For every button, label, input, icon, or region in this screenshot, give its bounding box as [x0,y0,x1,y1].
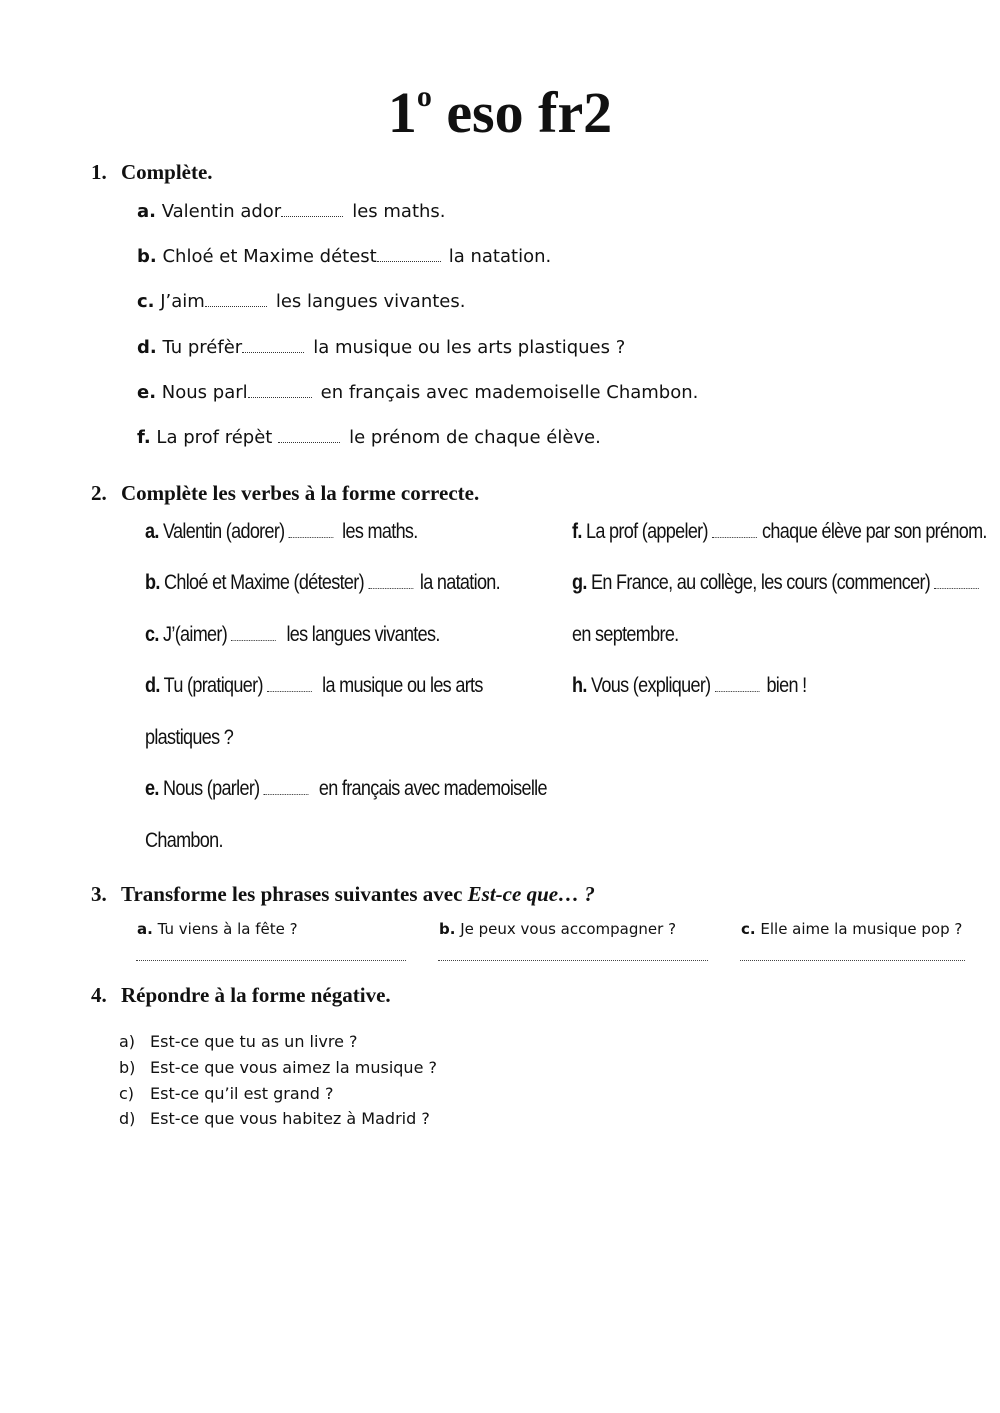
section-1-heading [91,159,213,185]
item-letter: e. [145,777,159,800]
answer-blank[interactable] [248,383,312,398]
item-prefix: J’(aimer) [163,623,228,646]
item-letter: f. [137,427,151,448]
answer-blank[interactable] [712,523,757,538]
item-prefix: Nous parl [161,382,248,403]
exercise-3-item-b [439,919,676,939]
answer-line[interactable] [740,960,965,961]
item-letter: e. [137,382,157,403]
item-letter: b. [439,920,456,938]
page-title [0,62,1000,148]
exercise-1-item-a [137,200,446,224]
section-heading-emphasis: Est-ce que… ? [467,882,595,906]
item-label: c) [119,1084,135,1103]
item-label: d) [119,1109,136,1128]
section-number: 3. [91,882,107,906]
section-number: 4. [91,983,107,1007]
exercise-2-item-f [572,517,987,547]
answer-line[interactable] [438,960,708,961]
section-heading-text: Répondre à la forme négative. [121,983,391,1007]
item-suffix: en français avec mademoiselle [318,777,547,800]
exercise-4-item-a [119,1031,358,1053]
section-3-heading [91,881,595,907]
answer-blank[interactable] [368,574,413,589]
item-text: Est-ce que tu as un livre ? [150,1032,358,1051]
item-letter: c. [145,623,159,646]
item-suffix: bien ! [766,674,807,697]
title-superscript: o [416,80,432,113]
section-number: 2. [91,481,107,505]
exercise-2-item-d [145,671,483,701]
item-prefix: Chloé et Maxime détest [162,246,377,267]
item-letter: b. [137,246,157,267]
exercise-2-item-b [145,568,500,598]
section-number: 1. [91,160,107,184]
item-text: Est-ce qu’il est grand ? [150,1084,334,1103]
item-suffix: les maths. [342,520,418,543]
exercise-2-item-e [145,774,547,804]
item-letter: c. [137,291,155,312]
item-prefix: En France, au collège, les cours (commencer) [591,571,931,594]
title-main: 1 [387,80,417,145]
section-2-heading [91,480,479,506]
exercise-4-item-b [119,1057,437,1079]
section-heading-text: Transforme les phrases suivantes avec [121,882,468,906]
item-text: Est-ce que vous aimez la musique ? [150,1058,437,1077]
exercise-1-item-d [137,336,625,360]
item-prefix: Tu préfèr [162,337,243,358]
exercise-2-item-h [572,671,807,701]
item-letter: c. [741,920,756,938]
section-heading-text: Complète. [121,160,213,184]
answer-blank[interactable] [205,292,267,307]
exercise-2-item-a [145,517,418,547]
item-prefix: La prof répèt [156,427,273,448]
answer-blank[interactable] [242,338,304,353]
item-suffix: les langues vivantes. [286,623,440,646]
answer-blank[interactable] [934,574,979,589]
item-suffix: le prénom de chaque élève. [349,427,601,448]
item-prefix: Vous (expliquer) [591,674,711,697]
item-letter: g. [572,571,587,594]
title-rest: eso fr2 [446,80,613,145]
answer-blank[interactable] [267,677,312,692]
item-letter: a. [145,520,159,543]
item-suffix: la natation. [448,246,552,267]
answer-blank[interactable] [264,780,309,795]
item-prefix: Chloé et Maxime (détester) [164,571,364,594]
answer-blank[interactable] [278,428,340,443]
item-prefix: Valentin ador [161,201,282,222]
exercise-3-item-a [137,919,298,939]
item-letter: d. [145,674,160,697]
answer-blank[interactable] [289,523,334,538]
item-letter: a. [137,920,153,938]
item-label: a) [119,1032,136,1051]
item-prefix: Tu (pratiquer) [163,674,263,697]
exercise-2-item-e-continuation: Chambon. [145,829,223,852]
item-letter: a. [137,201,156,222]
exercise-4-item-c [119,1083,334,1105]
section-heading-text: Complète les verbes à la forme correcte. [121,481,480,505]
item-suffix: en français avec mademoiselle Chambon. [320,382,699,403]
exercise-4-item-d [119,1108,430,1130]
item-prefix: La prof (appeler) [586,520,708,543]
item-text: Tu viens à la fête ? [157,920,298,938]
item-letter: b. [145,571,160,594]
item-letter: f. [572,520,582,543]
item-letter: d. [137,337,157,358]
item-suffix: les maths. [352,201,446,222]
item-text: Elle aime la musique pop ? [760,920,963,938]
exercise-2-item-g [572,568,979,598]
item-suffix: la musique ou les arts [322,674,483,697]
item-suffix: les langues vivantes. [275,291,466,312]
item-prefix: Nous (parler) [163,777,260,800]
item-text: Est-ce que vous habitez à Madrid ? [150,1109,430,1128]
exercise-2-item-d-continuation: plastiques ? [145,726,234,749]
item-prefix: Valentin (adorer) [163,520,285,543]
exercise-3-item-c [741,919,962,939]
answer-blank[interactable] [231,626,276,641]
item-suffix: chaque élève par son prénom. [762,520,987,543]
exercise-1-item-c [137,290,465,314]
section-4-heading [91,982,391,1008]
answer-blank[interactable] [281,202,343,217]
answer-blank[interactable] [715,677,760,692]
item-suffix: la natation. [419,571,500,594]
exercise-1-item-e [137,381,698,405]
exercise-1-item-b [137,245,551,269]
answer-blank[interactable] [377,247,441,262]
item-suffix: la musique ou les arts plastiques ? [313,337,626,358]
answer-line[interactable] [136,960,406,961]
exercise-2-item-g-continuation: en septembre. [572,623,679,646]
item-letter: h. [572,674,587,697]
item-label: b) [119,1058,136,1077]
item-text: Je peux vous accompagner ? [460,920,677,938]
exercise-2-item-c [145,620,440,650]
item-prefix: J’aim [160,291,205,312]
exercise-1-item-f [137,426,601,450]
